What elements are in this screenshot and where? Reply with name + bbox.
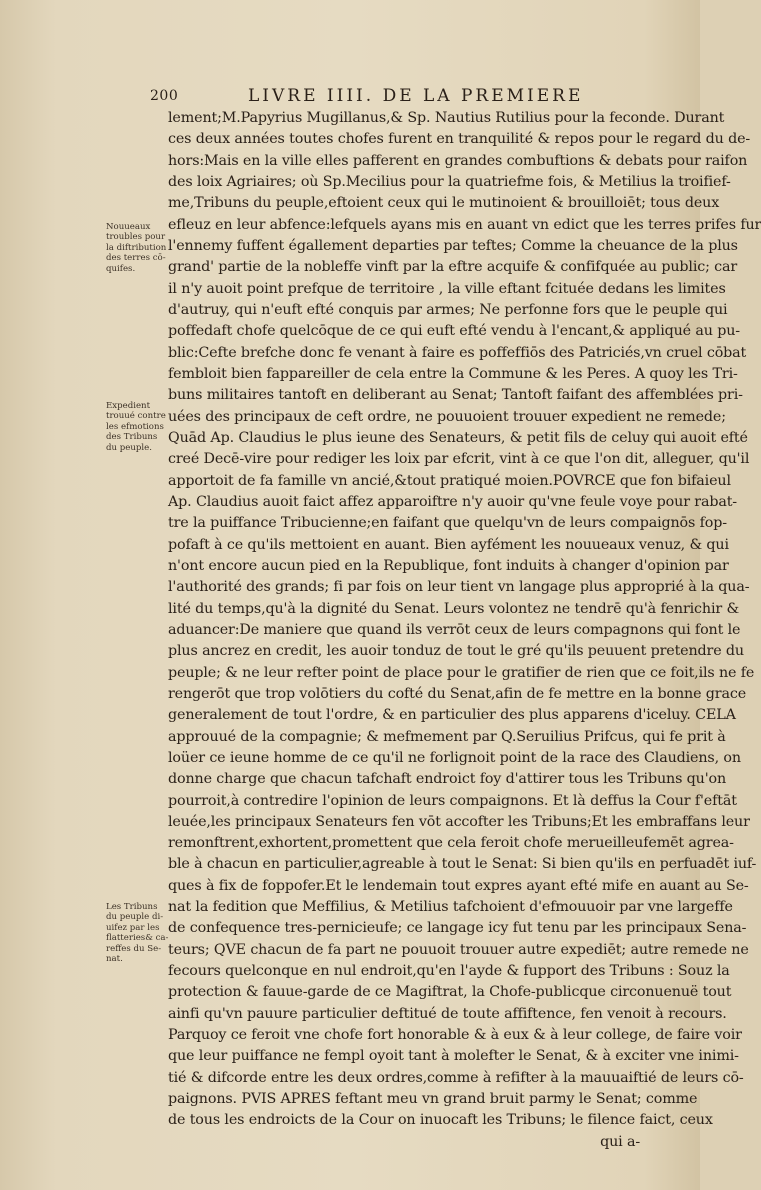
text-line: fecours quelconque en nul endroit,qu'en l'ayde & fupport des Tribuns : Souz la [168, 963, 730, 980]
text-line: teurs; QVE chacun de fa part ne pouuoit trouuer autre expediēt; autre remede ne [168, 941, 749, 958]
text-line: d'autruy, qui n'euft efté conquis par armes; Ne perfonne fors que le peuple qui [168, 301, 728, 318]
margin-note-line: Expedient [106, 401, 151, 411]
text-line: pofaft à ce qu'ils mettoient en auant. Bien ayfément les nouueaux venuz, & qui [168, 536, 729, 553]
text-line: rengerōt que trop volōtiers du cofté du Senat,afin de fe mettre en la bonne grace [168, 685, 747, 702]
text-line: tre la puiffance Tribucienne;en faifant que quelqu'vn de leurs compaignōs fop- [168, 515, 727, 532]
text-line: fembloit bien fappareiller de cela entre la Commune & les Peres. A quoy les Tri- [168, 365, 738, 382]
margin-note-line: nat. [106, 954, 123, 965]
margin-note-line: des terres cō- [106, 253, 166, 264]
text-line: Quād Ap. Claudius le plus ieune des Senateurs, & petit fils de celuy qui auoit efté [168, 429, 748, 446]
text-line: lement;M.Papyrius Mugillanus,& Sp. Nautius Rutilius pour la feconde. Durant [168, 110, 725, 126]
catchword: qui a- [600, 1133, 640, 1150]
text-line: donne charge que chacun tafchaft endroict foy d'attirer tous les Tribuns qu'on [168, 771, 727, 788]
margin-note-line: Nouueaux [106, 222, 151, 232]
text-line: Ap. Claudius auoit faict affez apparoiftre n'y auoir qu'vne feule voye pour rabat- [168, 493, 737, 510]
text-line: l'authorité des grands; fi par fois on leur tient vn langage plus approprié à la qua- [168, 579, 750, 596]
margin-note-line: la diftribution [106, 242, 167, 253]
text-line: aduancer:De maniere que quand ils verrōt ceux de leurs compagnons qui font le [168, 621, 741, 638]
margin-note-line: les efmotions [106, 421, 164, 432]
margin-note-line: du peuple di- [106, 912, 164, 923]
margin-note-line: flatteries& ca- [106, 933, 169, 944]
text-line: nat la fedition que Meffilius, & Metilius tafchoient d'efmouuoir par vne largeffe [168, 899, 733, 916]
text-line: ces deux années toutes chofes furent en tranquilité & repos pour le regard du de- [168, 131, 751, 148]
text-line: leuée,les principaux Senateurs fen vōt accofter les Tribuns;Et les embraffans leur [168, 813, 750, 830]
margin-note-line: Les Tribuns [106, 902, 158, 912]
text-line: Parquoy ce feroit vne chofe fort honorable & à eux & à leur college, de faire voir [168, 1027, 742, 1044]
text-line: protection & fauue-garde de ce Magiftrat, la Chofe-publicque circonuenuë tout [168, 984, 732, 1001]
text-line: grand' partie de la nobleffe vinft par la eftre acquife & confifquée au public; car [168, 259, 738, 276]
page-number: 200 [150, 88, 179, 104]
page-header [150, 86, 584, 108]
text-line: pourroit,à contredire l'opinion de leurs compaignons. Et là deffus la Cour f'eftāt [168, 792, 737, 809]
text-line: n'ont encore aucun pied en la Republique, font induits à changer d'opinion par [168, 557, 729, 574]
text-line: apportoit de fa famille vn ancié,&tout pratiqué moien.POVRCE que fon bifaieul [168, 472, 731, 489]
margin-note-line: des Tribuns [106, 432, 158, 443]
margin-note-line: trouué contre [106, 411, 166, 422]
margin-note-tribunes-divided [106, 902, 168, 964]
text-line: generalement de tout l'ordre, & en particulier des plus apparens d'iceluy. CELA [168, 707, 736, 724]
text-line: buns militaires tantoft en deliberant au Senat; Tantoft faifant des affemblées pri- [168, 387, 743, 404]
text-line: que leur puiffance ne fempl oyoit tant à molefter le Senat, & à exciter vne inimi- [168, 1048, 739, 1065]
text-line: hors:Mais en la ville elles pafferent en grandes combuftions & debats pour raifon [168, 152, 748, 169]
text-line: approuué de la compagnie; & mefmement par Q.Seruilius Prifcus, qui fe prit à [168, 728, 726, 745]
text-line: plus ancrez en credit, les auoir tonduz de tout le gré qu'ils peuuent pretendre du [168, 643, 744, 660]
text-line: remonftrent,exhortent,promettent que cela feroit chofe merueilleufemēt agrea- [168, 835, 734, 852]
margin-note-line: uifez par les [106, 922, 160, 933]
margin-note-new-troubles [106, 222, 168, 274]
text-line: lité du temps,qu'à la dignité du Senat. Leurs volontez ne tendrē qu'à fenrichir & [168, 600, 740, 617]
text-line: loüer ce ieune homme de ce qu'il ne forlignoit point de la race des Claudiens, on [168, 749, 741, 766]
text-line: blic:Cefte brefche donc fe venant à faire es poffeffiōs des Patriciés,vn cruel cōbat [168, 344, 747, 361]
text-line: ainfi qu'vn pauure particulier deftitué de toute affiftence, fen venoit à recours. [168, 1005, 727, 1022]
text-line: me,Tribuns du peuple,eftoient ceux qui le mutinoient & brouilloiēt; tous deux [168, 195, 720, 212]
text-line: peuple; & ne leur refter point de place pour le gratifier de rien que ce foit,ils ne fe [168, 664, 755, 681]
text-line: l'ennemy fuffent égallement departies par teftes; Comme la cheuance de la plus [168, 237, 738, 254]
text-line: de tous les endroicts de la Cour on inuocaft les Tribuns; le filence faict, ceux [168, 1112, 713, 1129]
text-line: poffedaft chofe quelcōque de ce qui euft efté vendu à l'encant,& appliqué au pu- [168, 323, 740, 340]
margin-note-line: troubles pour [106, 232, 166, 243]
text-line: ble à chacun en particulier,agreable à tout le Senat: Si bien qu'ils en perfuadēt iuf- [168, 856, 757, 873]
running-title: LIVRE IIII. DE LA PREMIERE [248, 86, 584, 106]
text-line: efleuz en leur abfence:lefquels ayans mis en auant vn edict que les terres prifes fur [168, 216, 761, 233]
text-line: de confequence tres-pernicieufe; ce langage icy fut tenu par les principaux Sena- [168, 920, 747, 937]
text-line: paignons. PVIS APRES feftant meu vn grand bruit parmy le Senat; comme [168, 1091, 698, 1108]
text-line: uées des principaux de ceft ordre, ne pouuoient trouuer expedient ne remede; [168, 408, 726, 425]
text-line: tié & difcorde entre les deux ordres,comme à refifter à la mauuaiftié de leurs cō- [168, 1069, 744, 1086]
margin-note-line: du peuple. [106, 442, 152, 453]
main-text-block [168, 108, 761, 1153]
text-line: il n'y auoit point prefque de territoire , la ville eftant fcituée dedans les limites [168, 280, 726, 297]
margin-note-expedient [106, 401, 168, 453]
text-line: creé Decē-vire pour rediger les loix par efcrit, vint à ce que l'on dit, alleguer, qu'il [168, 451, 750, 468]
text-line: des loix Agriaires; où Sp.Mecilius pour la quatriefme fois, & Metilius la troifief- [168, 173, 731, 190]
margin-note-line: quifes. [106, 263, 136, 274]
text-line: ques à fix de foppofer.Et le lendemain tout expres ayant efté mife en auant au Se- [168, 877, 749, 894]
margin-note-line: reffes du Se- [106, 943, 162, 954]
